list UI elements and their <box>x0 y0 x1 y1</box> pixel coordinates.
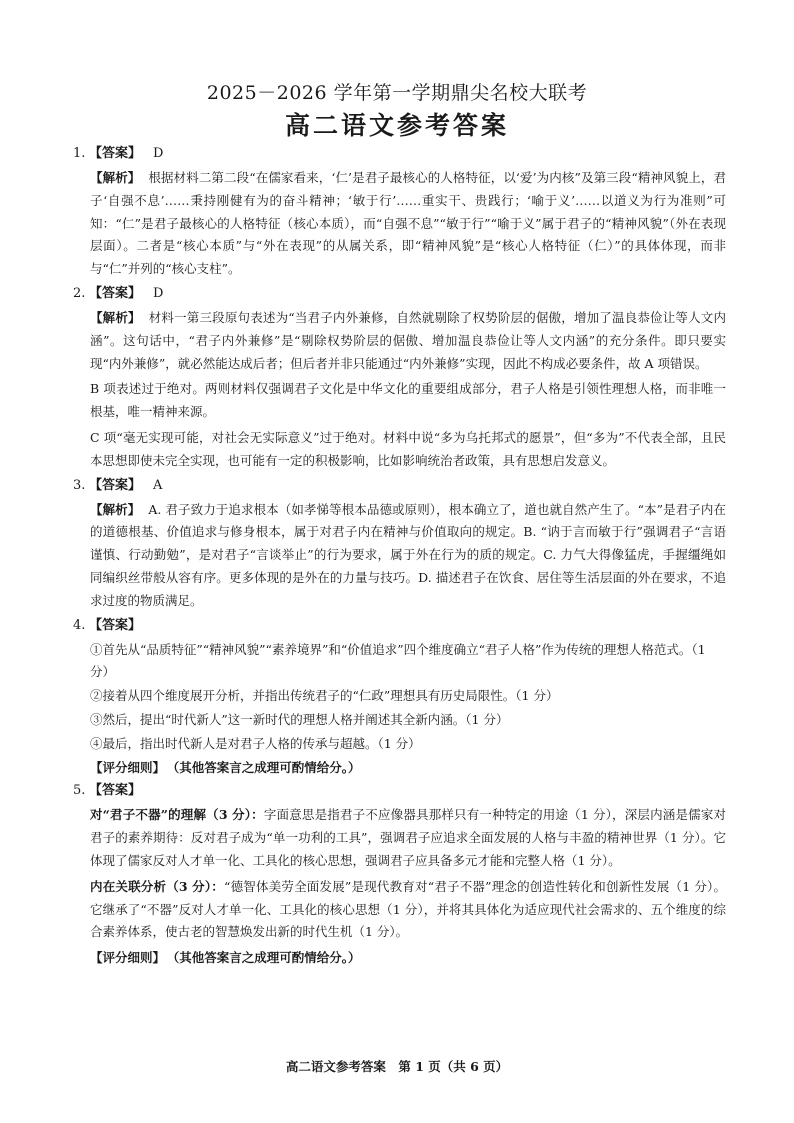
analysis-text: A. 君子致力于追求根本（如孝悌等根本品德或原则），根本确立了，道也就自然产生了。“本”是君子内在的道德根基、价值追求与修身根本，属于对君子内在精神与价值取向的规定。B. “讷于言而敏于行”强调君子“言语谨慎、行动勤勉”，是对君子“言谈举止”的行为要求，属于外在行为的质的规定。C. 力气大得像猛虎，手握缰绳如同编织丝带般从容有序。更多体现的是外在的力量与技巧。D. 描述君子在饮食、居住等生活层面的外在要求，不追求过度的物质满足。 <box>90 501 726 608</box>
exam-title: 2025－2026 学年第一学期鼎尖名校大联考 <box>206 82 588 104</box>
scoring-note: （其他答案言之成理可酌情给分。） <box>173 950 361 966</box>
document-title: 高二语文参考答案 <box>284 111 509 140</box>
answer-content <box>74 142 726 971</box>
answer-label: 【答案】 <box>89 477 142 493</box>
answer-step: ①首先从“品质特征”“精神风貌”“素养境界”和“价值追求”四个维度确立“君子人格”作为传统的理想人格范式。（1 分） <box>90 641 706 680</box>
answer-value: D <box>153 285 164 301</box>
scoring-rules <box>90 757 726 780</box>
analysis-paragraph <box>90 307 726 375</box>
scoring-label: 【评分细则】 <box>90 759 166 775</box>
analysis-label: 【解析】 <box>90 309 141 325</box>
question-5 <box>74 781 726 970</box>
analysis-paragraph <box>90 499 726 613</box>
question-header <box>74 284 726 304</box>
answer-value: D <box>153 146 164 161</box>
question-number: 3. <box>73 477 86 493</box>
block-lead: 内在关联分析（3 分）： <box>90 878 225 894</box>
scoring-note: （其他答案言之成理可酌情给分。） <box>173 759 361 775</box>
answer-value: A <box>153 477 163 493</box>
answer-step: ②接着从四个维度展开分析，并指出传统君子的“仁政”理想具有历史局限性。（1 分） <box>90 688 559 704</box>
analysis-paragraph: C 项“毫无实现可能，对社会无实际意义”过于绝对。材料中说“多为乌托邦式的愿景”，但“多为”不代表全部，且民本思想即使未完全实现，也可能有一定的积极影响，比如影响统治者政策，具有思想启发意义。 <box>90 429 726 468</box>
question-4 <box>74 616 726 780</box>
question-number: 4. <box>73 617 86 633</box>
question-header <box>74 781 726 801</box>
question-header <box>74 616 726 636</box>
analysis-paragraph: B 项表述过于绝对。两则材料仅强调君子文化是中华文化的重要组成部分，君子人格是引领性理想人格，而非唯一根基，唯一精神来源。 <box>90 381 726 420</box>
question-number: 1. <box>73 146 86 161</box>
scoring-label: 【评分细则】 <box>90 950 166 966</box>
question-1 <box>74 144 726 281</box>
answer-block <box>90 804 726 872</box>
answer-step: ④最后，指出时代新人是对君子人格的传承与超越。（1 分） <box>90 735 421 751</box>
block-text: “德智体美劳全面发展”是现代教育对“君子不器”理念的创造性转化和创新性发展（1 分）。它继承了“不器”反对人才单一化、工具化的核心思想（1 分），并将其具体化为适应现代社会需求的、五个维度的综合素养体系，使古老的智慧焕发出新的时代生机（1 分）。 <box>90 878 726 940</box>
question-number: 2. <box>73 285 86 301</box>
question-3 <box>74 476 726 613</box>
answer-step: ③然后，提出“时代新人”这一新时代的理想人格并阐述其全新内涵。（1 分） <box>90 711 509 727</box>
analysis-text: 材料一第三段原句表述为“当君子内外兼修，自然就剔除了权势阶层的倨傲，增加了温良恭俭让等人文内涵”。这句话中，“君子内外兼修”是“剔除权势阶层的倨傲、增加温良恭俭让等人文内涵”的充分条件。即只要实现“内外兼修”，就必然能达成后者；但后者并非只能通过“内外兼修”实现，因此不构成必要条件，故 A 项错误。 <box>90 309 726 371</box>
answer-label: 【答案】 <box>89 146 142 161</box>
answer-label: 【答案】 <box>89 783 142 799</box>
answer-label: 【答案】 <box>89 285 142 301</box>
block-lead: 对“君子不器”的理解（3 分）： <box>90 807 264 823</box>
block-text: 字面意思是指君子不应像器具那样只有一种特定的用途（1 分），深层内涵是儒家对君子的素养期待：反对君子成为“单一功利的工具”，强调君子应追求全面发展的人格与丰盈的精神世界（1 分）。它体现了儒家反对人才单一化、工具化的核心思想，强调君子应具备多元才能和完整人格（1 分）。 <box>90 807 726 868</box>
answer-label: 【答案】 <box>89 617 142 633</box>
analysis-paragraph <box>90 167 726 281</box>
question-header <box>74 144 726 164</box>
question-number: 5. <box>73 783 86 799</box>
analysis-label: 【解析】 <box>90 501 141 517</box>
answer-block <box>90 876 726 944</box>
scoring-rules <box>90 947 726 970</box>
page-footer: 高二语文参考答案 第 1 页（共 6 页） <box>285 1059 509 1074</box>
analysis-text: 根据材料二第二段“在儒家看来，‘仁’是君子最核心的人格特征，以‘爱’为内核”及第三段“精神风貌上，君子‘自强不息’……秉持刚健有为的奋斗精神；‘敏于行’……重实干、贵践行；‘喻于义’……以道义为行为准则”可知：“仁”是君子最核心的人格特征（核心本质），而“自强不息”“敏于行”“喻于义”属于君子的“精神风貌”（外在表现层面）。二者是“核心本质”与“外在表现”的从属关系，即“精神风貌”是“核心人格特征（仁）”的具体体现，而非与“仁”并列的“核心支柱”。 <box>90 170 726 277</box>
analysis-label: 【解析】 <box>90 170 141 185</box>
question-2 <box>74 284 726 473</box>
question-header <box>74 476 726 496</box>
